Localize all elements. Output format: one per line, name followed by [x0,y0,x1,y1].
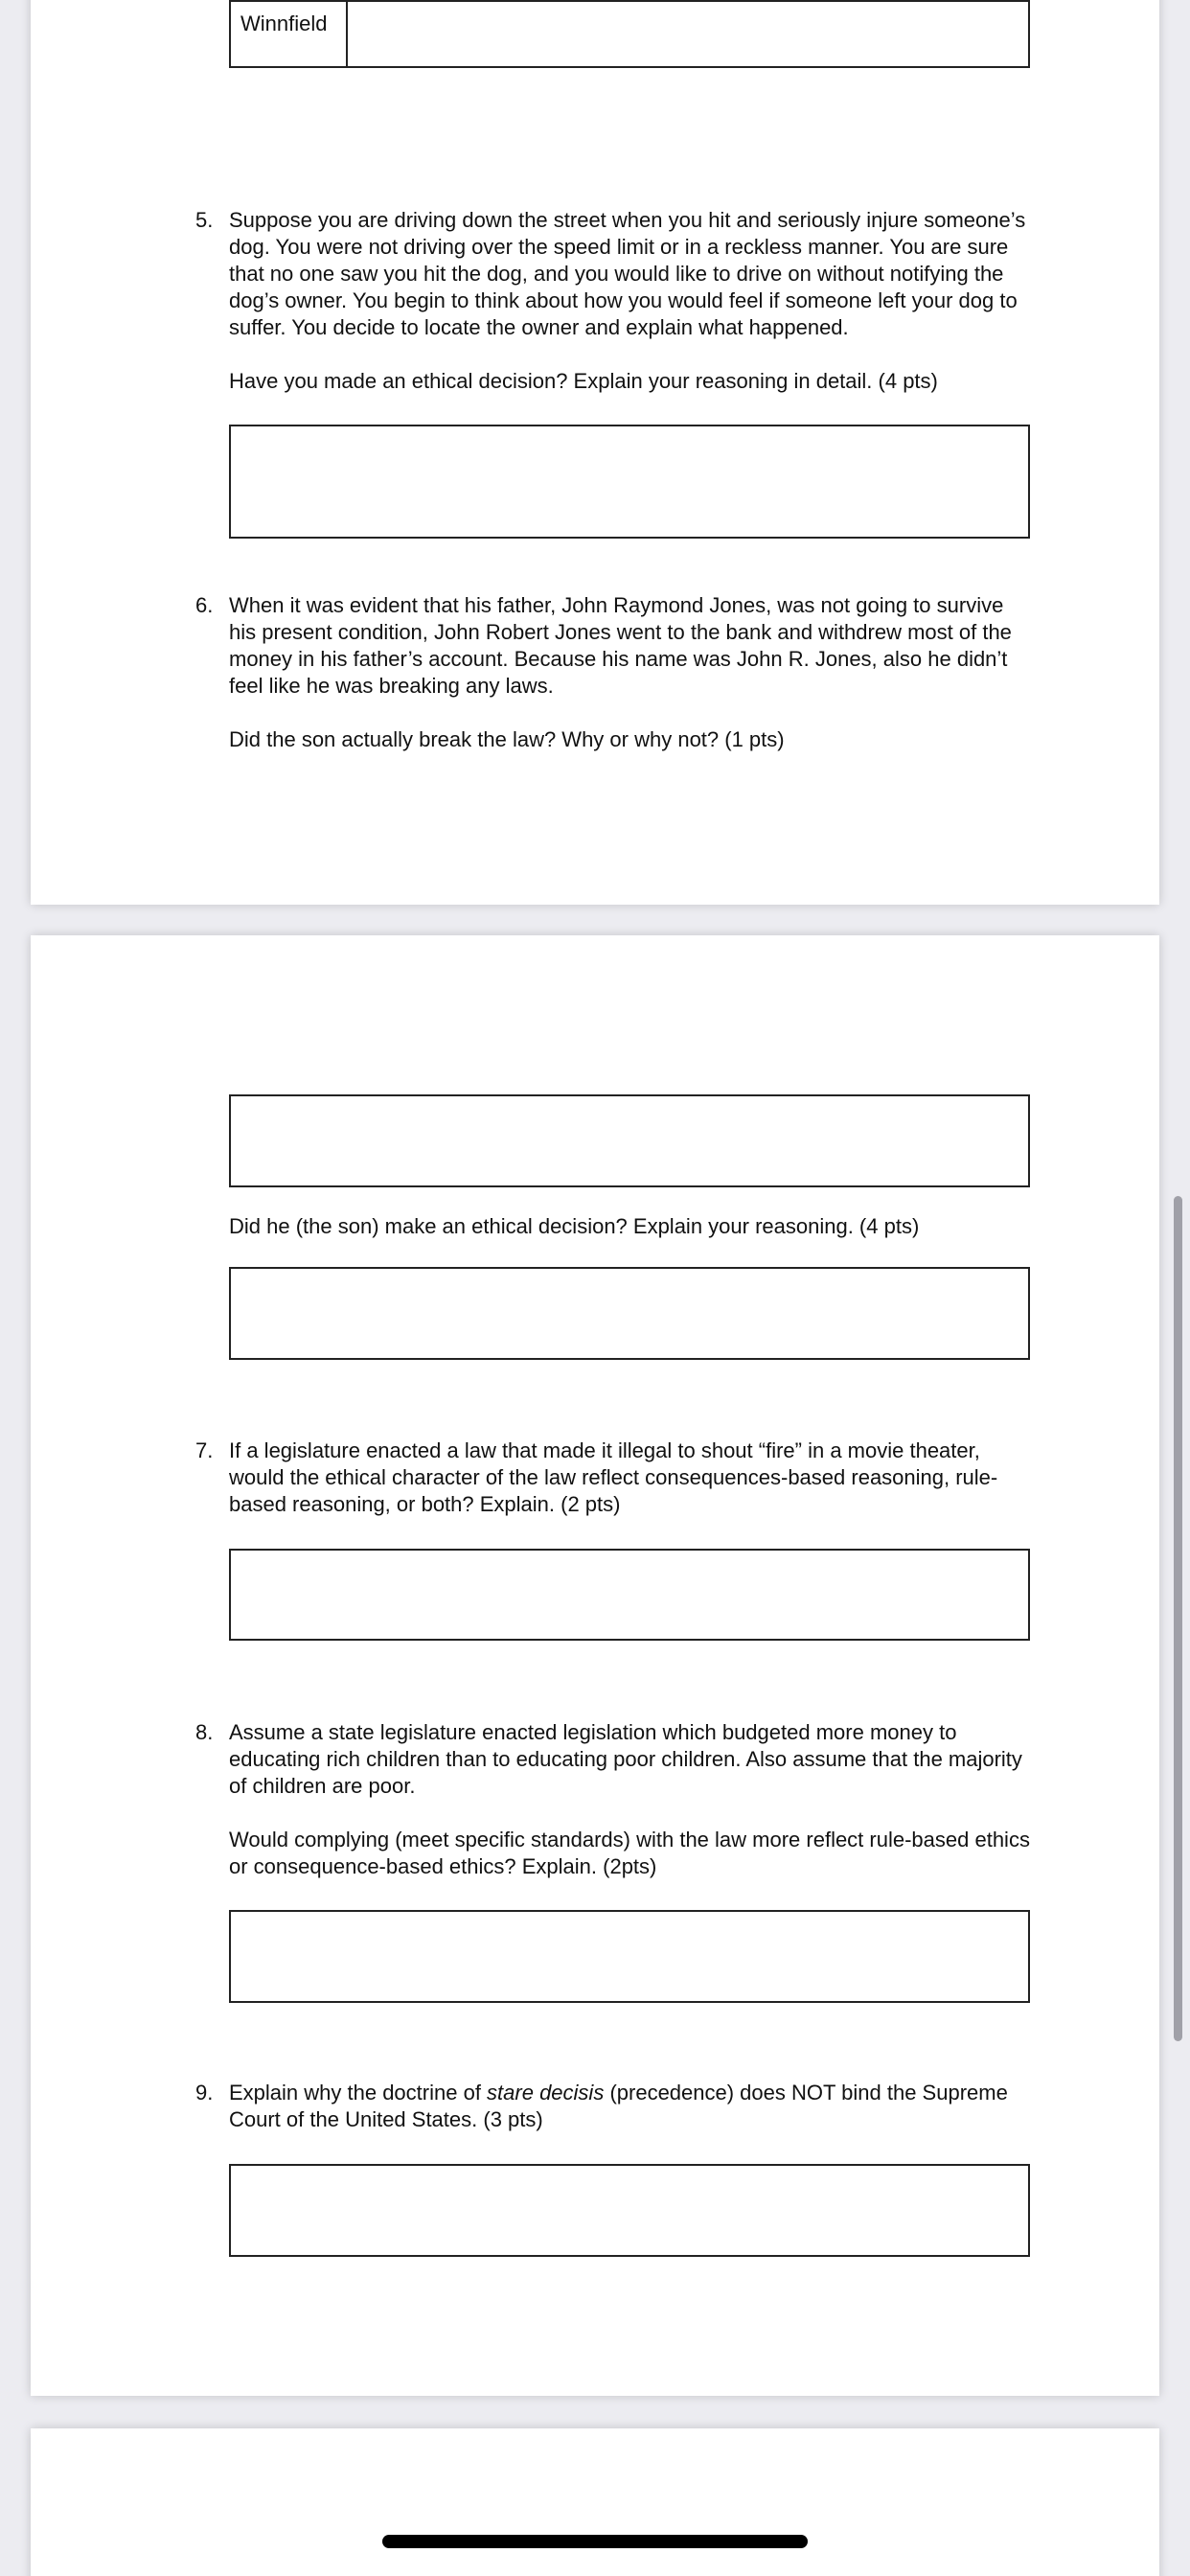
question-text: Assume a state legislature enacted legislation which budgeted more money to educating rich children than to educating poor children. Also assume that the majority of children are poor. [229,1720,1022,1798]
question-number: 7. [195,1438,214,1462]
answer-box-q8[interactable] [229,1910,1030,2003]
question-9 [195,2080,1058,2133]
question-text: Suppose you are driving down the street when you hit and seriously injure someone’s dog. You were not driving over the speed limit or in a reckless manner. You are sure that no one saw you hit the dog, and you would like to drive on without notifying the dog’s owner. You begin to think about how you would feel if someone left your dog to suffer. You decide to locate the owner and explain what happened. [229,208,1026,339]
question-5 [195,207,1058,395]
answer-box-q9[interactable] [229,2164,1030,2257]
question-prompt: Would complying (meet specific standards) with the law more reflect rule-based ethics or consequence-based ethics? Explain. (2pts) [229,1828,1030,1878]
question-7 [195,1438,1058,1518]
answer-box-q6-law[interactable] [229,1094,1030,1187]
question-8 [195,1719,1058,1880]
names-table [229,0,1030,68]
question-number: 9. [195,2081,214,2104]
question-text: When it was evident that his father, John Raymond Jones, was not going to survive his present condition, John Robert Jones went to the bank and withdrew most of the money in his father’s account. Because his name was John R. Jones, also he didn’t feel like he was breaking any laws. [229,593,1012,698]
table-row [230,1,1029,67]
question-prompt: Did he (the son) make an ethical decision? Explain your reasoning. (4 pts) [229,1214,920,1238]
answer-box-q5[interactable] [229,425,1030,539]
home-indicator[interactable] [382,2535,808,2548]
document-page [31,935,1159,2396]
document-page [31,2428,1159,2576]
scrollbar[interactable] [1174,1196,1182,2041]
table-cell-name: Winnfield [230,1,347,67]
question-number: 6. [195,593,214,617]
question-prompt: Did the son actually break the law? Why or why not? (1 pts) [229,727,785,751]
question-number: 8. [195,1720,214,1744]
question-prompt: Have you made an ethical decision? Explain your reasoning in detail. (4 pts) [229,369,938,393]
table-cell-answer[interactable] [347,1,1029,67]
question-text: If a legislature enacted a law that made it illegal to shout “fire” in a movie theater, would the ethical character of the law reflect consequences-based reasoning, rule-based reasoning, or both? Explain. (2 pts) [229,1438,998,1516]
question-number: 5. [195,208,214,232]
question-text: Explain why the doctrine of stare decisis (precedence) does NOT bind the Supreme Court of the United States. (3 pts) [229,2081,1008,2131]
document-page [31,0,1159,905]
answer-box-q7[interactable] [229,1549,1030,1641]
question-6 [195,592,1058,753]
answer-box-q6-ethics[interactable] [229,1267,1030,1360]
